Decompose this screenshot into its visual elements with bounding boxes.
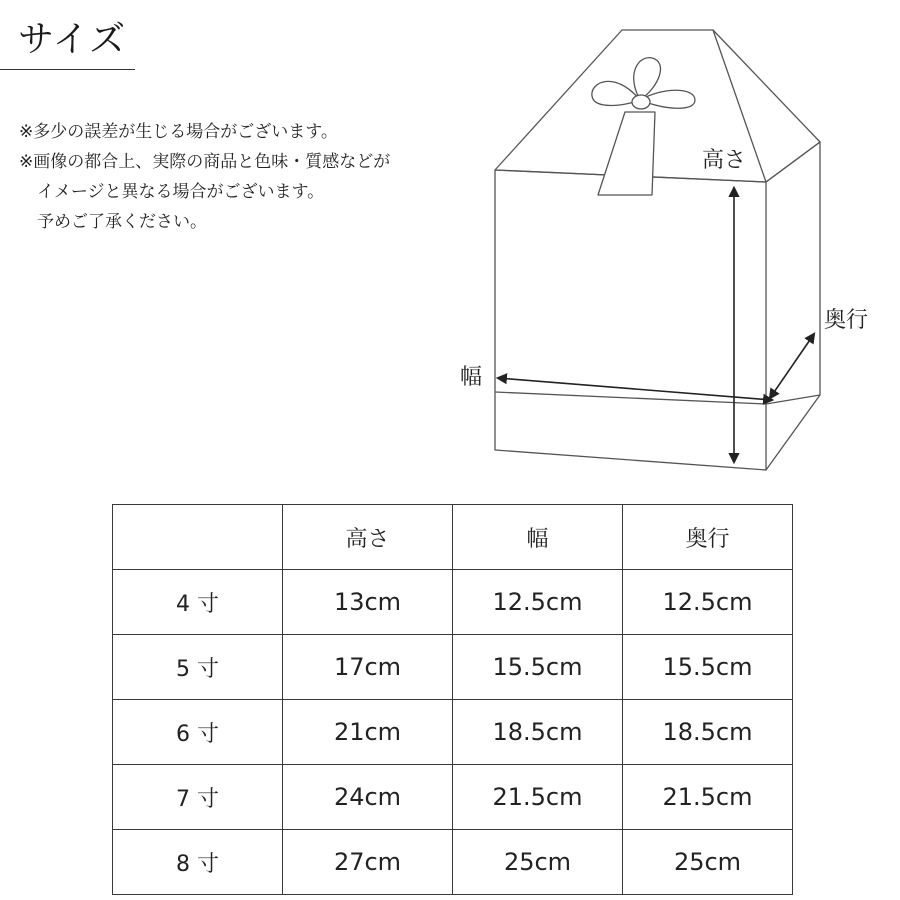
table-cell: 12.5cm xyxy=(453,570,623,635)
depth-label: 奥行 xyxy=(824,308,869,333)
box-diagram xyxy=(440,20,900,480)
notes xyxy=(19,117,390,237)
table-header-cell: 高さ xyxy=(283,505,453,570)
table-cell: 25cm xyxy=(623,830,793,895)
title-underline xyxy=(0,69,135,70)
table-cell: 21cm xyxy=(283,700,453,765)
table-row-label: 8 寸 xyxy=(113,830,283,895)
table-header-cell: 奥行 xyxy=(623,505,793,570)
table-row-label: 4 寸 xyxy=(113,570,283,635)
table-row xyxy=(113,700,793,765)
table-cell: 27cm xyxy=(283,830,453,895)
table-row-label: 5 寸 xyxy=(113,635,283,700)
table-cell: 25cm xyxy=(453,830,623,895)
width-arrow xyxy=(498,378,772,400)
table-cell: 18.5cm xyxy=(453,700,623,765)
table-header-row xyxy=(113,505,793,570)
height-label: 高さ xyxy=(702,148,747,173)
note-line: 予めご了承ください。 xyxy=(37,212,207,232)
table-cell: 21.5cm xyxy=(623,765,793,830)
box-illustration xyxy=(440,20,900,480)
table-row-label: 7 寸 xyxy=(113,765,283,830)
table-header-cell: 幅 xyxy=(453,505,623,570)
table-cell: 15.5cm xyxy=(623,635,793,700)
box-front-face xyxy=(495,170,766,470)
page-title: サイズ xyxy=(18,19,127,60)
depth-arrow xyxy=(770,334,814,398)
table-row xyxy=(113,765,793,830)
table-cell: 17cm xyxy=(283,635,453,700)
note-line: イメージと異なる場合がございます。 xyxy=(37,182,325,202)
table-row-label: 6 寸 xyxy=(113,700,283,765)
width-label: 幅 xyxy=(460,365,483,390)
table-row xyxy=(113,830,793,895)
table-row xyxy=(113,570,793,635)
table-cell: 18.5cm xyxy=(623,700,793,765)
note-line: ※多少の誤差が生じる場合がございます。 xyxy=(19,122,338,142)
note-line: ※画像の都合上、実際の商品と色味・質感などが xyxy=(19,152,391,172)
table-cell: 12.5cm xyxy=(623,570,793,635)
table-cell: 24cm xyxy=(283,765,453,830)
table-header-cell xyxy=(113,505,283,570)
table-cell: 13cm xyxy=(283,570,453,635)
size-table xyxy=(112,504,793,895)
table-row xyxy=(113,635,793,700)
box-side-face xyxy=(766,142,820,470)
table-cell: 21.5cm xyxy=(453,765,623,830)
table-cell: 15.5cm xyxy=(453,635,623,700)
ribbon-tail xyxy=(598,112,655,195)
